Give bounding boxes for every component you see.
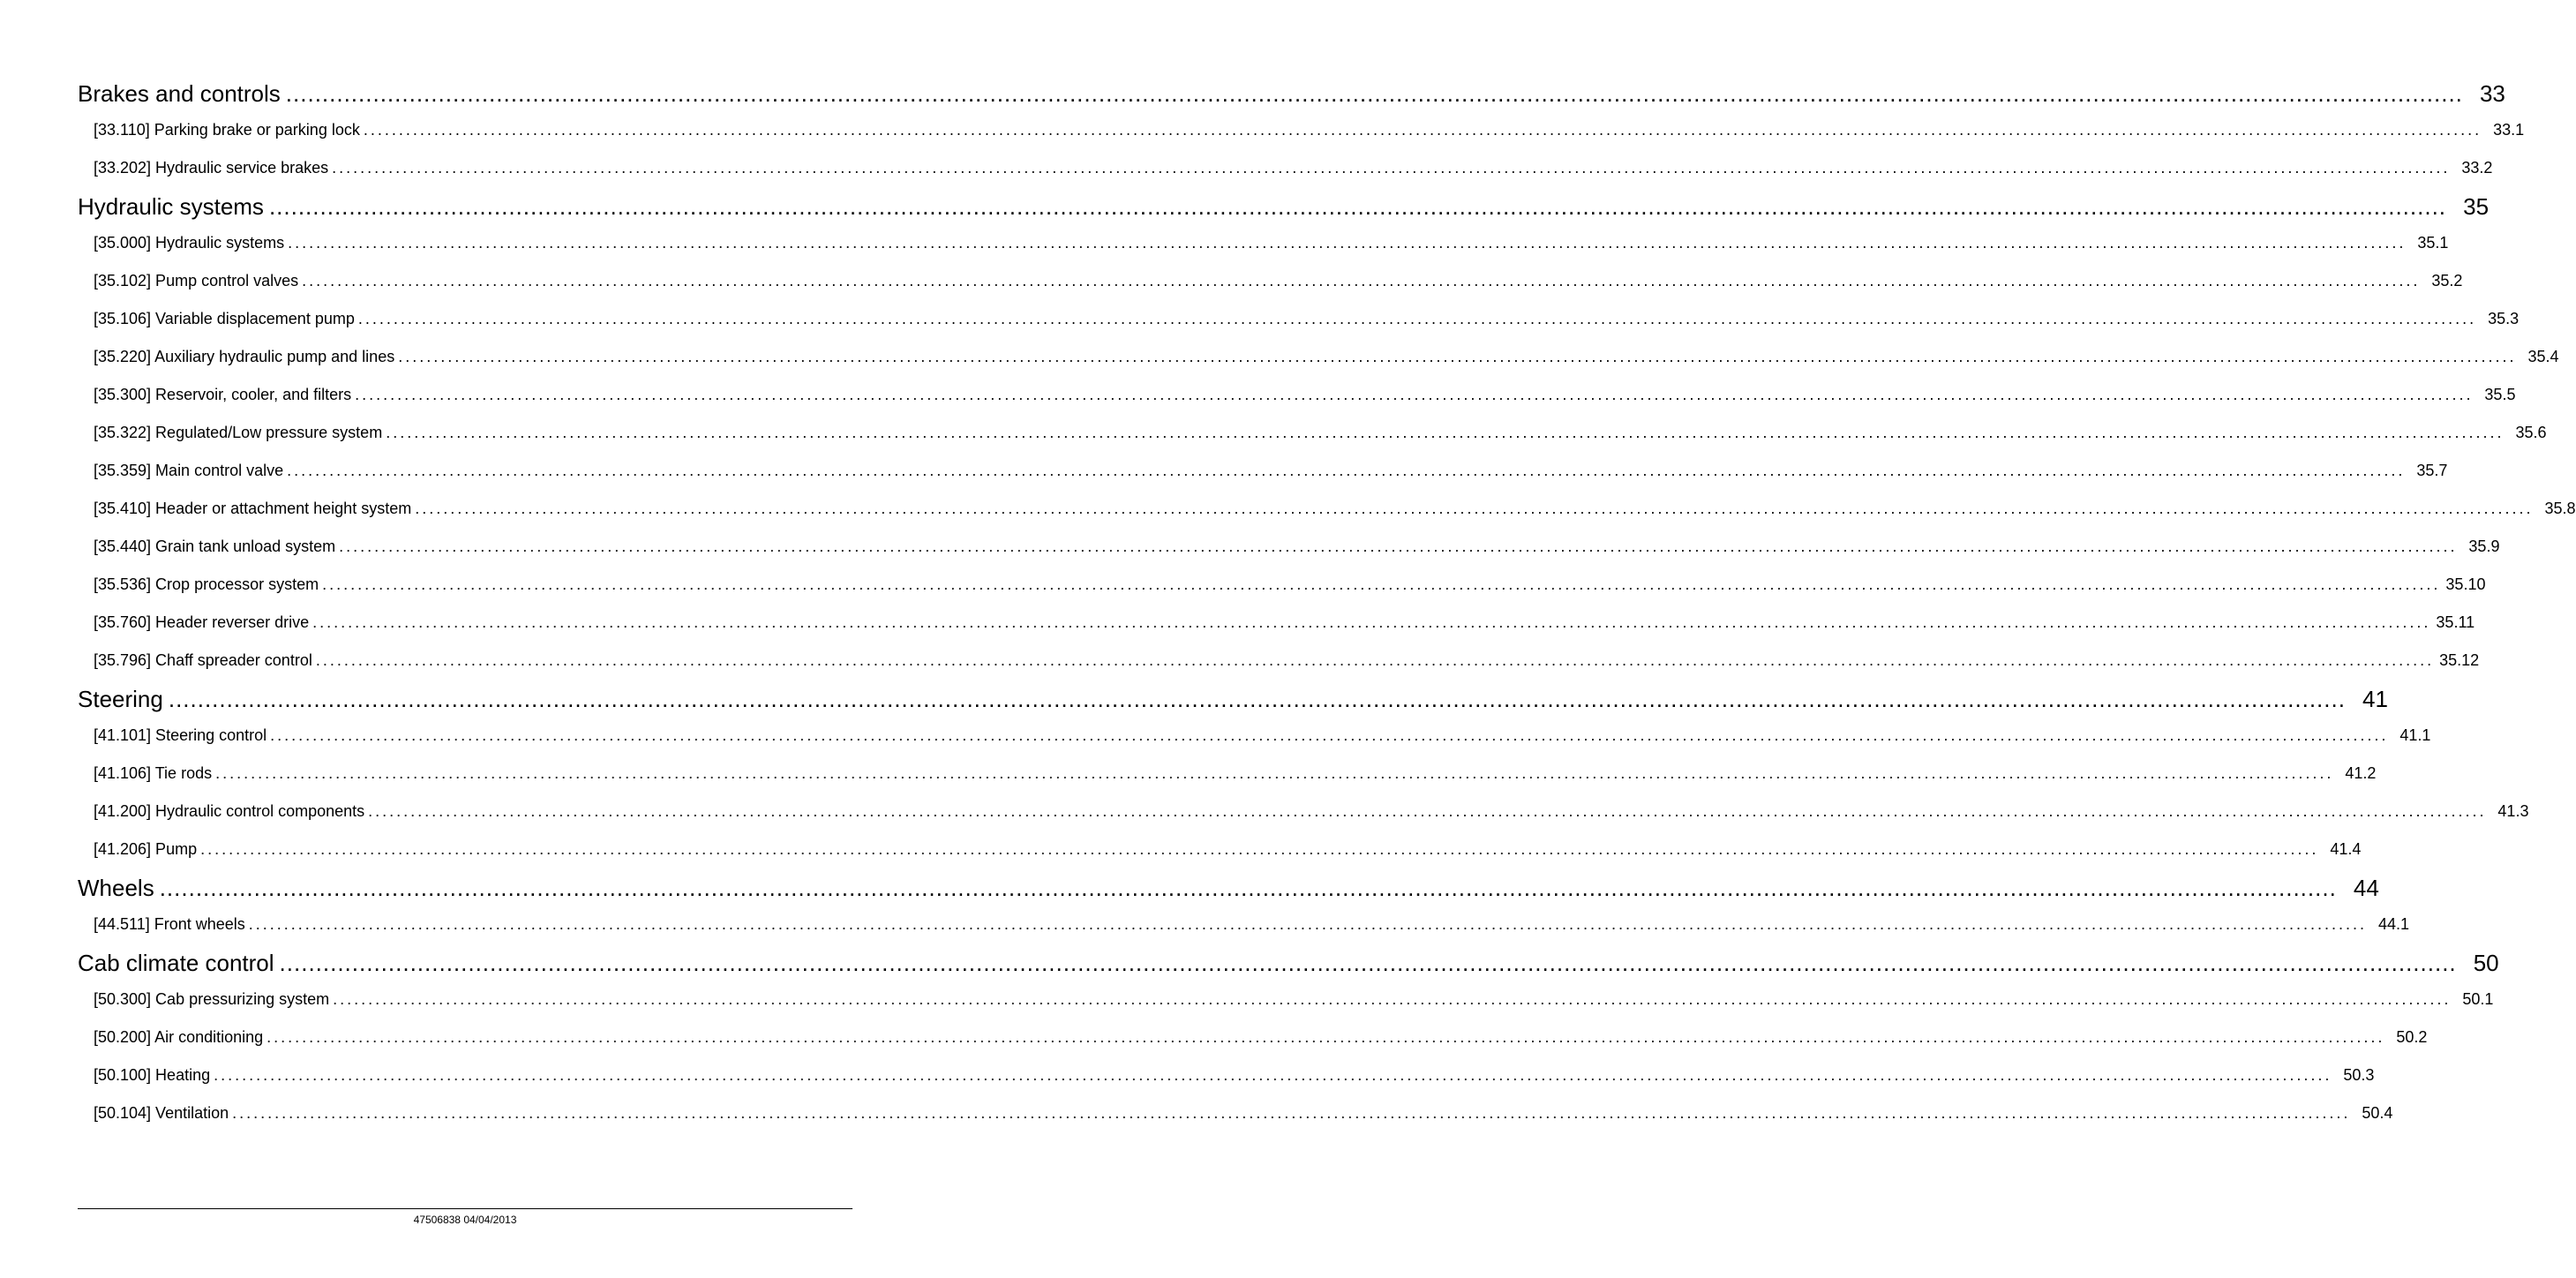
dot-leader: ............................................................................................................................................................................................................................................................................................................ bbox=[333, 990, 2452, 1008]
entry-title: [35.106] Variable displacement pump bbox=[94, 310, 355, 327]
entry-page-number: 35.2 bbox=[2431, 272, 2463, 289]
entry-page-number: 35.6 bbox=[2515, 424, 2547, 441]
dot-leader: ............................................................................................................................................................................................................................................................................................................ bbox=[285, 80, 2463, 107]
toc-entry[interactable] bbox=[78, 224, 2449, 262]
entry-title: [41.101] Steering control bbox=[94, 726, 267, 744]
toc-entry[interactable] bbox=[78, 300, 2520, 338]
footer-document-code: 47506838 04/04/2013 bbox=[413, 1214, 517, 1226]
toc-entry[interactable] bbox=[78, 414, 2547, 452]
toc-entry[interactable] bbox=[78, 149, 2493, 187]
dot-leader: ............................................................................................................................................................................................................................................................................................................ bbox=[355, 386, 2474, 403]
entry-title: [35.322] Regulated/Low pressure system bbox=[94, 424, 383, 441]
toc-entry[interactable] bbox=[78, 452, 2448, 490]
entry-title: [50.200] Air conditioning bbox=[94, 1028, 264, 1046]
entry-title: [35.300] Reservoir, cooler, and filters bbox=[94, 386, 352, 403]
entry-page-number: 50.3 bbox=[2343, 1066, 2375, 1084]
entry-page-number: 35.4 bbox=[2527, 348, 2559, 365]
toc-entry[interactable] bbox=[78, 262, 2463, 300]
section-page-number: 33 bbox=[2479, 80, 2505, 107]
entry-page-number: 35.1 bbox=[2417, 234, 2449, 252]
dot-leader: ............................................................................................................................................................................................................................................................................................................ bbox=[322, 575, 2441, 593]
section-title: Hydraulic systems bbox=[78, 193, 264, 220]
entry-page-number: 35.5 bbox=[2484, 386, 2516, 403]
section-page-number: 41 bbox=[2362, 686, 2388, 712]
entry-title: [35.440] Grain tank unload system bbox=[94, 538, 336, 555]
toc-entry[interactable] bbox=[78, 376, 2516, 414]
entry-title: [35.220] Auxiliary hydraulic pump and lines bbox=[94, 348, 395, 365]
entry-page-number: 35.9 bbox=[2468, 538, 2500, 555]
toc-entry[interactable] bbox=[78, 793, 2529, 831]
toc-section-entries bbox=[78, 717, 2529, 868]
entry-title: [41.106] Tie rods bbox=[94, 764, 213, 782]
dot-leader: ............................................................................................................................................................................................................................................................................................................ bbox=[415, 500, 2534, 517]
entry-page-number: 41.3 bbox=[2497, 802, 2529, 820]
dot-leader: ............................................................................................................................................................................................................................................................................................................ bbox=[312, 613, 2431, 631]
toc-entry[interactable] bbox=[78, 1019, 2428, 1056]
entry-title: [33.202] Hydraulic service brakes bbox=[94, 159, 329, 177]
dot-leader: ............................................................................................................................................................................................................................................................................................................ bbox=[398, 348, 2517, 365]
entry-title: [50.104] Ventilation bbox=[94, 1104, 229, 1122]
entry-page-number: 35.10 bbox=[2445, 575, 2486, 593]
dot-leader: ............................................................................................................................................................................................................................................................................................................ bbox=[332, 159, 2451, 177]
entry-page-number: 35.8 bbox=[2544, 500, 2576, 517]
section-title: Steering bbox=[78, 686, 163, 712]
dot-leader: ............................................................................................................................................................................................................................................................................................................ bbox=[168, 686, 2346, 712]
section-page-number: 50 bbox=[2473, 950, 2499, 976]
dot-leader: ............................................................................................................................................................................................................................................................................................................ bbox=[159, 875, 2337, 901]
dot-leader: ............................................................................................................................................................................................................................................................................................................ bbox=[214, 1066, 2332, 1084]
toc-entry[interactable] bbox=[78, 111, 2525, 149]
dot-leader: ............................................................................................................................................................................................................................................................................................................ bbox=[248, 915, 2368, 933]
toc-entry[interactable] bbox=[78, 906, 2410, 943]
toc-section-heading[interactable] bbox=[78, 943, 2499, 982]
entry-title: [41.200] Hydraulic control components bbox=[94, 802, 365, 820]
toc-section-entries bbox=[78, 111, 2525, 187]
entry-page-number: 41.1 bbox=[2400, 726, 2431, 744]
table-of-contents bbox=[78, 74, 2576, 1132]
section-page-number: 44 bbox=[2353, 875, 2379, 901]
toc-entry[interactable] bbox=[78, 642, 2480, 680]
dot-leader: ............................................................................................................................................................................................................................................................................................................ bbox=[270, 726, 2389, 744]
dot-leader: ............................................................................................................................................................................................................................................................................................................ bbox=[368, 802, 2487, 820]
dot-leader: ............................................................................................................................................................................................................................................................................................................ bbox=[267, 1028, 2385, 1046]
toc-section-heading[interactable] bbox=[78, 187, 2490, 226]
dot-leader: ............................................................................................................................................................................................................................................................................................................ bbox=[287, 462, 2406, 479]
toc-entry[interactable] bbox=[78, 490, 2576, 528]
toc-entry[interactable] bbox=[78, 717, 2431, 755]
footer-divider bbox=[78, 1208, 852, 1209]
entry-title: [35.102] Pump control valves bbox=[94, 272, 299, 289]
toc-entry[interactable] bbox=[78, 1056, 2375, 1094]
dot-leader: ............................................................................................................................................................................................................................................................................................................ bbox=[268, 193, 2447, 220]
toc-entry[interactable] bbox=[78, 604, 2475, 642]
entry-page-number: 35.12 bbox=[2439, 651, 2480, 669]
toc-section-entries bbox=[78, 906, 2410, 943]
entry-page-number: 35.7 bbox=[2416, 462, 2448, 479]
section-title: Cab climate control bbox=[78, 950, 274, 976]
dot-leader: ............................................................................................................................................................................................................................................................................................................ bbox=[215, 764, 2334, 782]
toc-section-entries bbox=[78, 224, 2576, 680]
toc-section-entries bbox=[78, 981, 2494, 1132]
entry-page-number: 50.2 bbox=[2396, 1028, 2428, 1046]
entry-title: [50.300] Cab pressurizing system bbox=[94, 990, 330, 1008]
toc-section-heading[interactable] bbox=[78, 680, 2388, 718]
entry-page-number: 50.1 bbox=[2462, 990, 2494, 1008]
entry-page-number: 35.3 bbox=[2488, 310, 2520, 327]
dot-leader: ............................................................................................................................................................................................................................................................................................................ bbox=[279, 950, 2457, 976]
entry-title: [50.100] Heating bbox=[94, 1066, 211, 1084]
toc-entry[interactable] bbox=[78, 528, 2500, 566]
entry-title: [44.511] Front wheels bbox=[94, 915, 245, 933]
entry-page-number: 33.2 bbox=[2461, 159, 2493, 177]
entry-page-number: 33.1 bbox=[2493, 121, 2525, 139]
entry-page-number: 44.1 bbox=[2378, 915, 2410, 933]
entry-title: [35.000] Hydraulic systems bbox=[94, 234, 285, 252]
dot-leader: ............................................................................................................................................................................................................................................................................................................ bbox=[386, 424, 2505, 441]
entry-title: [35.796] Chaff spreader control bbox=[94, 651, 312, 669]
entry-title: [35.536] Crop processor system bbox=[94, 575, 319, 593]
dot-leader: ............................................................................................................................................................................................................................................................................................................ bbox=[357, 310, 2477, 327]
dot-leader: ............................................................................................................................................................................................................................................................................................................ bbox=[339, 538, 2458, 555]
toc-section-heading[interactable] bbox=[78, 868, 2379, 907]
entry-page-number: 50.4 bbox=[2362, 1104, 2393, 1122]
toc-entry[interactable] bbox=[78, 831, 2362, 868]
toc-entry[interactable] bbox=[78, 1094, 2393, 1132]
dot-leader: ............................................................................................................................................................................................................................................................................................................ bbox=[302, 272, 2421, 289]
section-page-number: 35 bbox=[2463, 193, 2490, 220]
section-title: Wheels bbox=[78, 875, 154, 901]
entry-title: [35.359] Main control valve bbox=[94, 462, 284, 479]
dot-leader: ............................................................................................................................................................................................................................................................................................................ bbox=[363, 121, 2482, 139]
dot-leader: ............................................................................................................................................................................................................................................................................................................ bbox=[288, 234, 2407, 252]
entry-page-number: 35.11 bbox=[2436, 613, 2475, 631]
dot-leader: ............................................................................................................................................................................................................................................................................................................ bbox=[200, 840, 2319, 858]
entry-title: [35.410] Header or attachment height system bbox=[94, 500, 412, 517]
toc-section-heading[interactable] bbox=[78, 74, 2505, 113]
toc-entry[interactable] bbox=[78, 566, 2486, 604]
section-title: Brakes and controls bbox=[78, 80, 281, 107]
entry-page-number: 41.2 bbox=[2345, 764, 2377, 782]
entry-page-number: 41.4 bbox=[2330, 840, 2362, 858]
entry-title: [35.760] Header reverser drive bbox=[94, 613, 310, 631]
dot-leader: ............................................................................................................................................................................................................................................................................................................ bbox=[232, 1104, 2351, 1122]
dot-leader: ............................................................................................................................................................................................................................................................................................................ bbox=[315, 651, 2435, 669]
toc-entry[interactable] bbox=[78, 338, 2559, 376]
entry-title: [33.110] Parking brake or parking lock bbox=[94, 121, 360, 139]
toc-entry[interactable] bbox=[78, 755, 2377, 793]
entry-title: [41.206] Pump bbox=[94, 840, 198, 858]
toc-entry[interactable] bbox=[78, 981, 2494, 1019]
